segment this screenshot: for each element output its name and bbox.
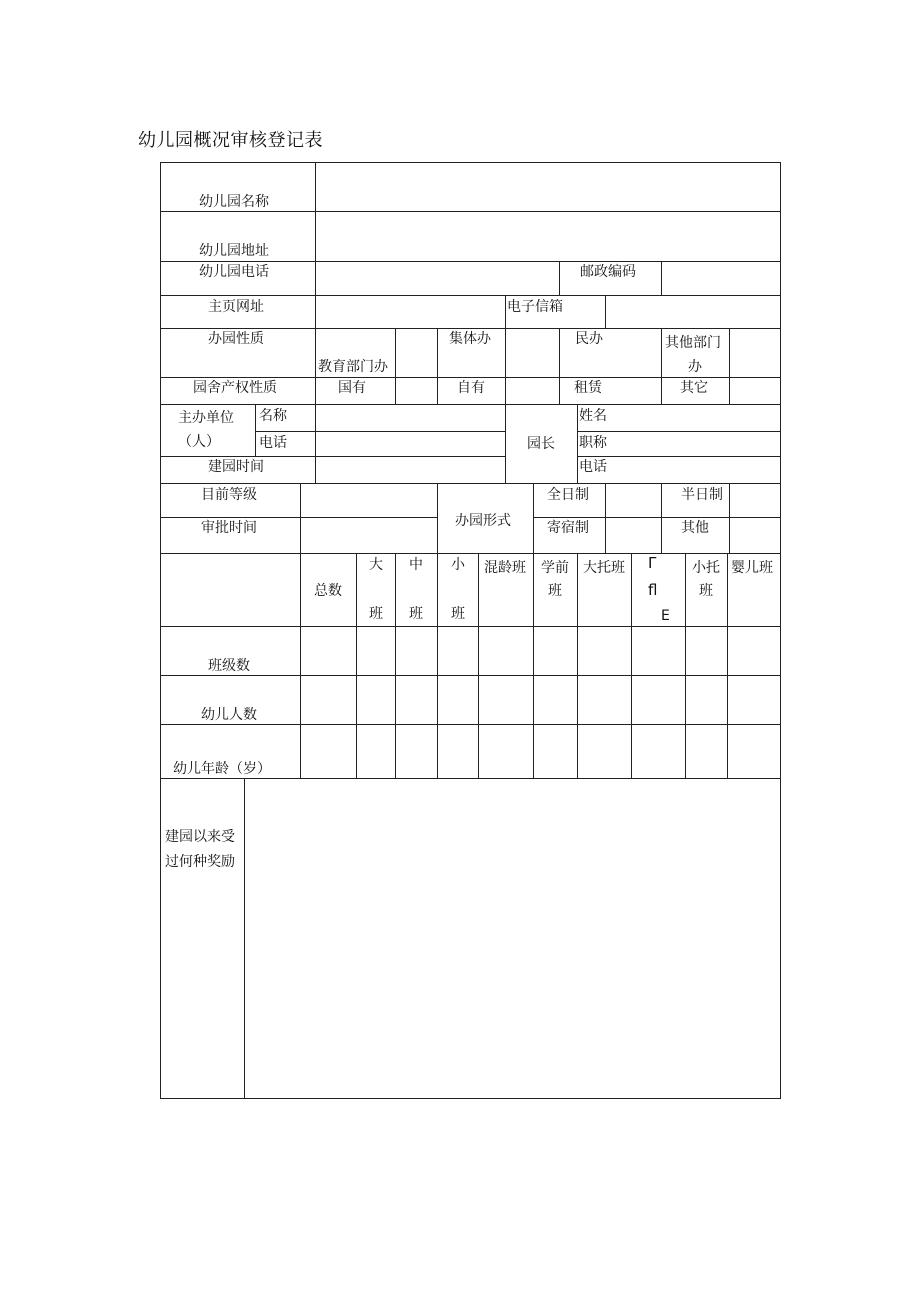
col-rule xyxy=(315,162,316,405)
header-preschool-class-line2: 班 xyxy=(548,583,562,599)
col-rule xyxy=(356,553,357,779)
col-rule xyxy=(631,553,632,779)
col-rule xyxy=(437,328,438,405)
col-rule xyxy=(559,328,560,405)
col-rule xyxy=(437,553,438,779)
option-education-dept: 教育部门办 xyxy=(318,359,388,375)
option-private: 民办 xyxy=(575,331,603,347)
label-sponsor-line1: 主办单位 xyxy=(178,410,234,426)
label-principal-title: 职称 xyxy=(579,435,607,451)
row-rule xyxy=(160,211,781,212)
row-rule xyxy=(160,295,781,296)
label-principal-name: 姓名 xyxy=(579,408,607,424)
label-principal-phone: 电话 xyxy=(579,459,607,475)
header-mixed-age-class: 混龄班 xyxy=(484,560,526,576)
option-other-dept-line2: 办 xyxy=(688,359,702,375)
col-rule xyxy=(661,261,662,296)
label-kindergarten-address: 幼儿园地址 xyxy=(199,243,269,259)
col-rule xyxy=(661,483,662,554)
header-big-class-line2: 班 xyxy=(369,606,383,622)
col-rule xyxy=(315,404,316,484)
col-rule xyxy=(505,295,506,329)
label-approval-time: 审批时间 xyxy=(201,520,257,536)
row-rule xyxy=(160,261,781,262)
row-rule xyxy=(160,162,781,163)
row-rule xyxy=(533,517,781,518)
option-boarding: 寄宿制 xyxy=(547,520,589,536)
option-half-day: 半日制 xyxy=(681,487,723,503)
row-rule xyxy=(160,483,781,484)
col-rule xyxy=(395,553,396,779)
row-rule xyxy=(160,328,781,329)
label-operating-form: 办园形式 xyxy=(455,513,511,529)
label-founded-time: 建园时间 xyxy=(208,459,264,475)
col-rule xyxy=(300,483,301,554)
outer-right-rule xyxy=(780,162,781,1099)
col-rule xyxy=(533,553,534,779)
header-total: 总数 xyxy=(314,583,342,599)
header-infant-class: 婴儿班 xyxy=(731,560,773,576)
header-middle-class-line2: 班 xyxy=(409,606,423,622)
label-awards-line2: 过何种奖励 xyxy=(165,854,235,870)
header-small-nursery-line2: 班 xyxy=(699,583,713,599)
header-middle-class-line1: 中 xyxy=(409,557,423,573)
col-rule xyxy=(533,483,534,554)
header-small-class-line1: 小 xyxy=(451,557,465,573)
header-small-nursery-line1: 小托 xyxy=(692,560,720,576)
col-rule xyxy=(729,328,730,405)
header-big-class-line1: 大 xyxy=(369,557,383,573)
option-collective: 集体办 xyxy=(449,331,491,347)
option-rented: 租赁 xyxy=(574,380,602,396)
col-rule xyxy=(605,295,606,329)
col-rule xyxy=(605,483,606,554)
header-big-nursery-class: 大托班 xyxy=(583,560,625,576)
row-rule xyxy=(160,626,781,627)
header-garbled-glyph-3: E xyxy=(661,608,670,624)
option-other: 其它 xyxy=(680,380,708,396)
label-kindergarten-name: 幼儿园名称 xyxy=(199,194,269,210)
label-current-grade: 目前等级 xyxy=(201,487,257,503)
row-rule xyxy=(160,724,781,725)
label-sponsor-phone: 电话 xyxy=(259,435,287,451)
col-rule xyxy=(661,328,662,405)
col-rule xyxy=(300,553,301,779)
option-other-dept-line1: 其他部门 xyxy=(665,335,721,351)
col-rule xyxy=(395,328,396,405)
label-property-nature: 园舍产权性质 xyxy=(193,380,277,396)
col-rule xyxy=(685,553,686,779)
label-operating-nature: 办园性质 xyxy=(208,331,264,347)
row-rule xyxy=(160,404,781,405)
option-self-owned: 自有 xyxy=(457,380,485,396)
row-rule xyxy=(255,431,505,432)
outer-left-rule xyxy=(160,162,161,1099)
label-kindergarten-phone: 幼儿园电话 xyxy=(199,264,269,280)
row-label-child-age: 幼儿年龄（岁） xyxy=(173,761,271,777)
label-sponsor-line2: （人） xyxy=(178,434,220,450)
header-garbled-glyph-2: fl xyxy=(648,581,658,599)
form-title: 幼儿园概况审核登记表 xyxy=(138,130,323,151)
label-principal: 园长 xyxy=(527,436,555,452)
col-rule xyxy=(729,483,730,554)
label-sponsor-name: 名称 xyxy=(259,408,287,424)
option-state-owned: 国有 xyxy=(338,380,366,396)
header-small-class-line2: 班 xyxy=(451,606,465,622)
col-rule xyxy=(505,404,506,484)
row-label-class-count: 班级数 xyxy=(208,658,250,674)
row-rule xyxy=(160,778,781,779)
header-garbled-glyph-1: Γ xyxy=(648,554,657,572)
header-preschool-class-line1: 学前 xyxy=(541,560,569,576)
col-rule xyxy=(559,261,560,296)
row-rule xyxy=(160,1098,781,1099)
row-rule xyxy=(160,553,781,554)
row-rule xyxy=(577,456,781,457)
label-email: 电子信箱 xyxy=(507,299,563,315)
option-full-day: 全日制 xyxy=(547,487,589,503)
row-rule xyxy=(160,456,505,457)
label-awards-line1: 建园以来受 xyxy=(165,829,235,845)
row-label-child-count: 幼儿人数 xyxy=(201,707,257,723)
col-rule xyxy=(577,553,578,779)
row-rule xyxy=(160,675,781,676)
col-rule xyxy=(437,483,438,554)
label-postcode: 邮政编码 xyxy=(580,264,636,280)
row-rule xyxy=(160,517,437,518)
col-rule xyxy=(505,328,506,405)
col-rule xyxy=(727,553,728,779)
col-rule xyxy=(478,553,479,779)
row-rule xyxy=(160,377,781,378)
col-rule xyxy=(255,404,256,457)
col-rule xyxy=(244,778,245,1099)
row-rule xyxy=(577,431,781,432)
option-form-other: 其他 xyxy=(681,520,709,536)
col-rule xyxy=(577,404,578,484)
label-homepage: 主页网址 xyxy=(208,299,264,315)
